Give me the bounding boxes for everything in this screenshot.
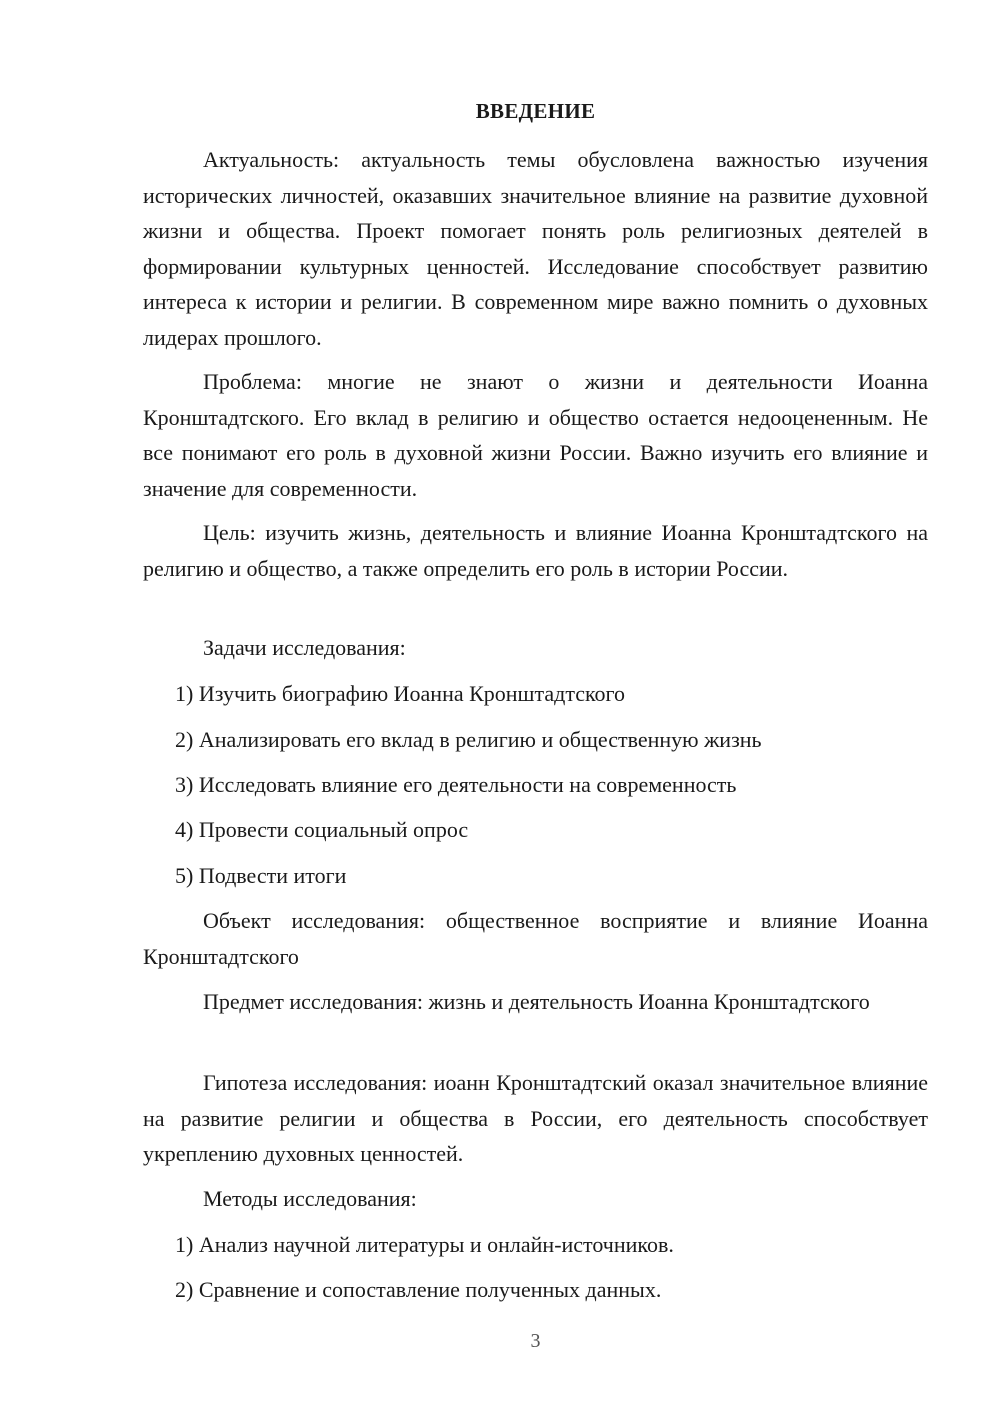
tasks-heading: Задачи исследования: — [203, 635, 406, 660]
section-title: ВВЕДЕНИЕ — [475, 99, 596, 123]
task-item-3: 3) Исследовать влияние его деятельности на современность — [175, 772, 737, 797]
method-item-1: 1) Анализ научной литературы и онлайн-источников. — [175, 1232, 674, 1257]
task-item-2: 2) Анализировать его вклад в религию и общественную жизнь — [175, 727, 762, 752]
page-number: 3 — [530, 1330, 541, 1352]
task-item-1: 1) Изучить биографию Иоанна Кронштадтского — [175, 681, 626, 706]
goal-paragraph: Цель: изучить жизнь, деятельность и влияние Иоанна Кронштадтского на религию и общество, а также определить его роль в истории России. — [143, 520, 928, 581]
subject-paragraph: Предмет исследования: жизнь и деятельность Иоанна Кронштадтского — [203, 989, 870, 1014]
methods-heading: Методы исследования: — [203, 1186, 417, 1211]
object-paragraph: Объект исследования: общественное восприятие и влияние Иоанна Кронштадтского — [143, 908, 928, 969]
relevance-paragraph: Актуальность: актуальность темы обусловлена важностью изучения исторических личностей, оказавших значительное влияние на развитие духовной жизни и общества. Проект помогает понять роль религиозных деятелей в формировании культурных ценностей. Исследование способствует развитию интереса к истории и религии. В современном мире важно помнить о духовных лидерах прошлого. — [143, 147, 928, 350]
method-item-2: 2) Сравнение и сопоставление полученных данных. — [175, 1277, 662, 1302]
hypothesis-paragraph: Гипотеза исследования: иоанн Кронштадтский оказал значительное влияние на развитие религии и общества в России, его деятельность способствует укреплению духовных ценностей. — [143, 1070, 928, 1166]
problem-paragraph: Проблема: многие не знают о жизни и деятельности Иоанна Кронштадтского. Его вклад в религию и общество остается недооцененным. Не все понимают его роль в духовной жизни России. Важно изучить его влияние и значение для современности. — [143, 369, 928, 501]
task-item-5: 5) Подвести итоги — [175, 863, 347, 888]
document-page — [143, 0, 928, 1414]
task-item-4: 4) Провести социальный опрос — [175, 817, 469, 842]
